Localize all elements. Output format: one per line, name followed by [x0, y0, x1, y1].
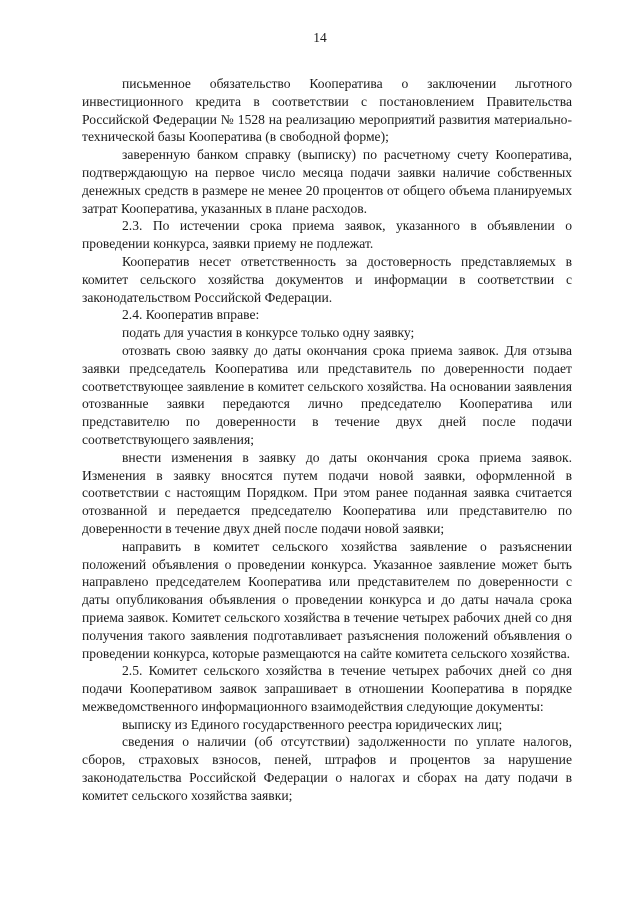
paragraph-tax-debt: сведения о наличии (об отсутствии) задолженности по уплате налогов, сборов, страховых взносов, пеней, штрафов и процентов за нарушение законодательства Российской Федерации о налогах и сборах на дату подачи в комитет сельского хозяйства заявки; [82, 734, 572, 803]
paragraph-responsibility: Кооператив несет ответственность за достоверность представляемых в комитет сельского хозяйства документов и информации в соответствии с законодательством Российской Федерации. [82, 253, 572, 305]
paragraph-2-4: 2.4. Кооператив вправе: [122, 307, 260, 323]
page-number: 14 [313, 30, 327, 45]
paragraph-2-5: 2.5. Комитет сельского хозяйства в течение четырех рабочих дней со дня подачи Кооперативом заявок запрашивает в отношении Кооператива в порядке межведомственного информационного взаимодействия следующие документы: [82, 663, 572, 714]
paragraph-2-3: 2.3. По истечении срока приема заявок, указанного в объявлении о проведении конкурса, заявки приему не подлежат. [82, 218, 572, 252]
document-body [82, 75, 572, 805]
paragraph-submit-one: подать для участия в конкурсе только одну заявку; [122, 325, 415, 341]
paragraph-withdraw: отозвать свою заявку до даты окончания срока приема заявок. Для отзыва заявки председатель Кооператива или представитель по доверенности подает соответствующее заявление в комитет сельского хозяйства. На основании заявления отозванные заявки передаются лично председателю Кооператива или представителю по доверенности в течение двух дней после подачи соответствующего заявления; [82, 342, 572, 447]
paragraph-clarification: направить в комитет сельского хозяйства заявление о разъяснении положений объявления о проведении конкурса. Указанное заявление может быть направлено председателем Кооператива или представителем по доверенности с даты опубликования объявления о проведении конкурса и до даты начала срока приема заявок. Комитет сельского хозяйства в течение четырех рабочих дней со дня получения такого заявления подготавливает разъяснения положений объявления о проведении конкурса, которые размещаются на сайте комитета сельского хозяйства. [82, 538, 572, 661]
paragraph-bank-statement: заверенную банком справку (выписку) по расчетному счету Кооператива, подтверждающую на первое число месяца подачи заявки наличие собственных денежных средств в размере не менее 20 процентов от общего объема планируемых затрат Кооператива, указанных в плане расходов. [82, 147, 572, 216]
paragraph-amend: внести изменения в заявку до даты окончания срока приема заявок. Изменения в заявку вносятся путем подачи новой заявки, оформленной в соответствии с настоящим Порядком. При этом ранее поданная заявка считается отозванной и передается председателю Кооператива или представителю по доверенности в течение двух дней после подачи новой заявки; [82, 449, 572, 536]
paragraph-obligation: письменное обязательство Кооператива о заключении льготного инвестиционного кредита в соответствии с постановлением Правительства Российской Федерации № 1528 на реализацию мероприятий развития материально-технической базы Кооператива (в свободной форме); [82, 76, 572, 145]
paragraph-egrul-extract: выписку из Единого государственного реестра юридических лиц; [122, 716, 503, 732]
